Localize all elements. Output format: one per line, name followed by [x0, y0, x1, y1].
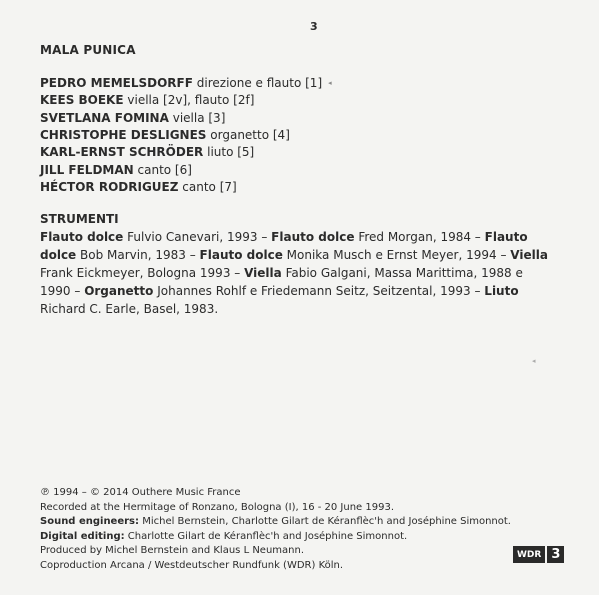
- member-name: JILL FELDMAN: [40, 162, 134, 177]
- instrument-detail: Fred Morgan, 1984 –: [358, 230, 481, 244]
- member-row: [40, 110, 332, 127]
- member-name: CHRISTOPHE DESLIGNES: [40, 128, 207, 143]
- credits-block: [40, 486, 511, 573]
- instrument-name: Viella: [510, 248, 548, 262]
- coproduction-line: Coproduction Arcana / Westdeutscher Rundfunk (WDR) Köln.: [40, 559, 344, 571]
- member-row: [40, 179, 332, 196]
- instrument-detail: Bob Marvin, 1983 –: [80, 248, 196, 262]
- instrument-name: Viella: [244, 266, 282, 280]
- wdr-logo-number: 3: [547, 546, 564, 563]
- producer-line: Produced by Michel Bernstein and Klaus L Neumann.: [40, 545, 305, 556]
- member-role: organetto [4]: [210, 128, 290, 143]
- instrument-detail: Fulvio Canevari, 1993 –: [127, 230, 268, 244]
- instrument-name: Flauto dolce: [271, 230, 355, 244]
- instrument-name: Flauto dolce: [40, 230, 528, 262]
- member-row: [40, 162, 332, 179]
- member-name: KARL-ERNST SCHRÖDER: [40, 145, 204, 160]
- member-role: liuto [5]: [207, 145, 255, 160]
- wdr-logo-text: WDR: [513, 546, 545, 563]
- page-number: 3: [310, 20, 318, 33]
- member-name: KEES BOEKE: [40, 93, 124, 108]
- arrow-icon: ◂: [532, 357, 536, 365]
- sound-engineers-line: [40, 515, 511, 530]
- arrow-icon: ◂: [328, 79, 332, 87]
- member-name: HÉCTOR RODRIGUEZ: [40, 179, 179, 194]
- member-row: [40, 75, 332, 92]
- member-name: PEDRO MEMELSDORFF: [40, 76, 193, 91]
- member-role: canto [7]: [182, 179, 237, 194]
- member-row: [40, 92, 332, 109]
- member-role: viella [3]: [172, 110, 226, 125]
- instrument-detail: Monika Musch e Ernst Meyer, 1994 –: [286, 248, 507, 262]
- member-row: [40, 144, 332, 161]
- copyright-line: ℗ 1994 – © 2014 Outhere Music France: [40, 487, 241, 498]
- instrument-detail: Frank Eickmeyer, Bologna 1993 –: [40, 266, 241, 280]
- instrument-name: Liuto: [484, 284, 519, 298]
- member-role: viella [2v], flauto [2f]: [127, 93, 255, 108]
- instrument-name: Organetto: [84, 284, 154, 298]
- instrument-name: Flauto dolce: [199, 248, 283, 262]
- instruments-paragraph: [40, 228, 550, 318]
- member-row: [40, 127, 332, 144]
- member-role: canto [6]: [137, 162, 192, 177]
- credit-label: Sound engineers:: [40, 516, 140, 527]
- member-role: direzione e flauto [1]: [196, 76, 323, 91]
- instruments-heading: STRUMENTI: [40, 212, 119, 226]
- ensemble-title: MALA PUNICA: [40, 43, 136, 57]
- digital-editing-line: [40, 530, 511, 545]
- instrument-detail: Richard C. Earle, Basel, 1983.: [40, 302, 219, 316]
- instrument-detail: Fabio Galgani, Massa Marittima, 1988 e 1990 –: [40, 266, 523, 298]
- credit-label: Digital editing:: [40, 530, 125, 542]
- credit-value: Charlotte Gilart de Kéranflèc'h and Joséphine Simonnot.: [127, 530, 408, 542]
- credit-value: Michel Bernstein, Charlotte Gilart de Kéranflèc'h and Joséphine Simonnot.: [142, 516, 511, 527]
- wdr3-logo: [513, 546, 564, 563]
- recording-line: Recorded at the Hermitage of Ronzano, Bologna (I), 16 - 20 June 1993.: [40, 501, 395, 513]
- member-list: [40, 75, 332, 196]
- instrument-name: Flauto dolce: [40, 230, 124, 244]
- instrument-detail: Johannes Rohlf e Friedemann Seitz, Seitzental, 1993 –: [157, 284, 481, 298]
- member-name: SVETLANA FOMINA: [40, 110, 169, 125]
